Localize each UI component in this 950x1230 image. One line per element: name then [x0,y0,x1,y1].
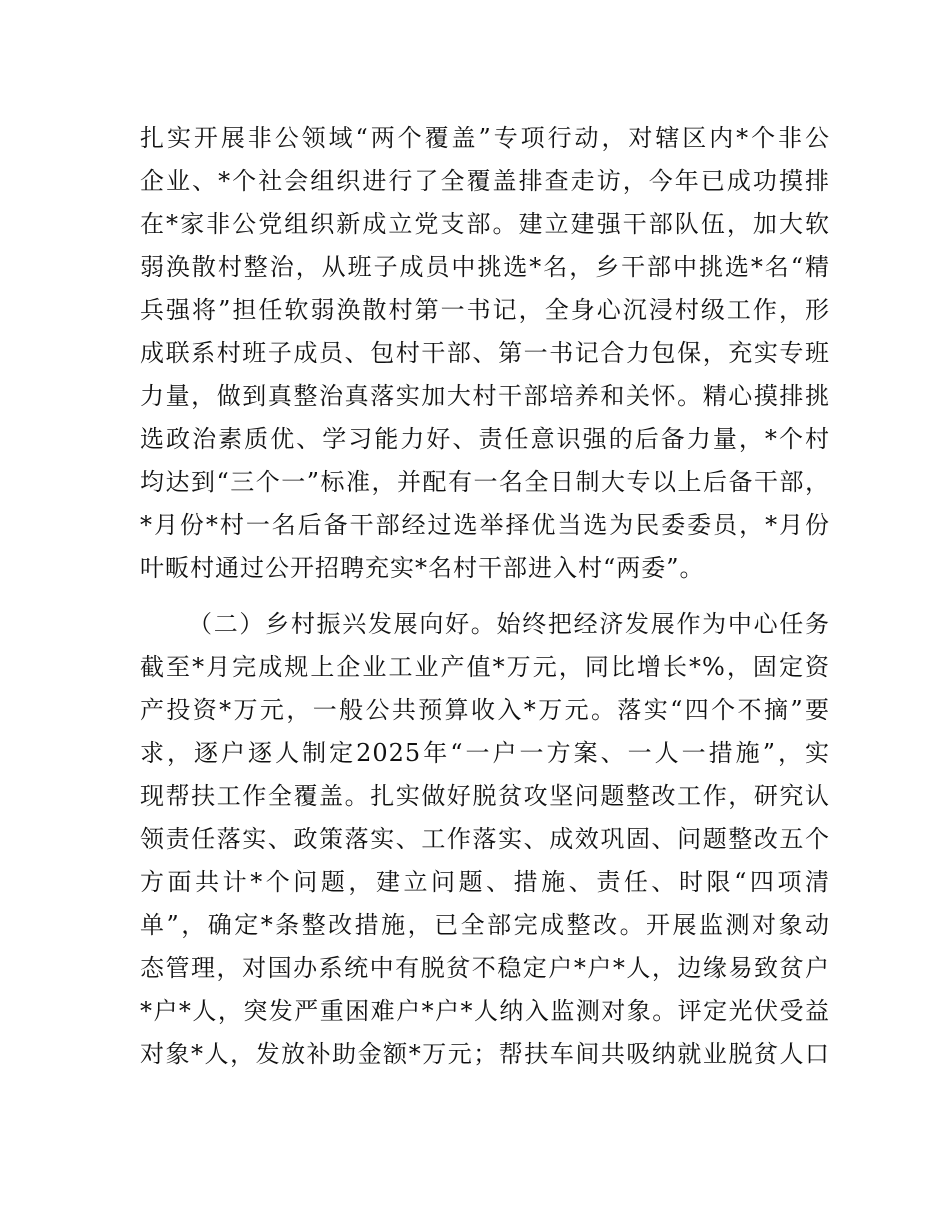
text-line: 对象*人，发放补助金额*万元；帮扶车间共吸纳就业脱贫人口 [140,1040,830,1068]
text-line: 叶畈村通过公开招聘充实*名村干部进入村“两委”。 [140,554,705,582]
text-line: *月份*村一名后备干部经过选举择优当选为民委委员，*月份 [140,511,830,539]
text-line: 弱涣散村整治，从班子成员中挑选*名，乡干部中挑选*名“精 [140,253,830,281]
paragraph-rural-revitalization [140,603,830,1076]
text-line: 企业、*个社会组织进行了全覆盖排查走访，今年已成功摸排 [140,167,830,195]
text-line: *户*人，突发严重困难户*户*人纳入监测对象。评定光伏受益 [140,997,830,1025]
paragraph-party-building [140,117,830,590]
section-heading-line: （二）乡村振兴发展向好。始终把经济发展作为中心任务 [188,610,830,638]
text-line: 方面共计*个问题，建立问题、措施、责任、时限“四项清 [140,868,830,896]
text-line: 在*家非公党组织新成立党支部。建立建强干部队伍，加大软 [140,210,830,238]
text-line: 均达到“三个一”标准，并配有一名全日制大专以上后备干部， [140,468,830,496]
text-line: 求，逐户逐人制定2025年“一户一方案、一人一措施”，实 [140,739,830,767]
text-line: 态管理，对国办系统中有脱贫不稳定户*户*人，边缘易致贫户 [140,954,830,982]
text-line: 现帮扶工作全覆盖。扎实做好脱贫攻坚问题整改工作，研究认 [140,782,830,810]
text-line: 力量，做到真整治真落实加大村干部培养和关怀。精心摸排挑 [140,382,830,410]
text-line: 成联系村班子成员、包村干部、第一书记合力包保，充实专班 [140,339,830,367]
text-line: 领责任落实、政策落实、工作落实、成效巩固、问题整改五个 [140,825,830,853]
text-line: 选政治素质优、学习能力好、责任意识强的后备力量，*个村 [140,425,830,453]
text-line: 单”，确定*条整改措施，已全部完成整改。开展监测对象动 [140,911,830,939]
text-line: 截至*月完成规上企业工业产值*万元，同比增长*%，固定资 [140,653,830,681]
text-line: 兵强将”担任软弱涣散村第一书记，全身心沉浸村级工作，形 [140,296,830,324]
text-line: 产投资*万元，一般公共预算收入*万元。落实“四个不摘”要 [140,696,830,724]
text-line: 扎实开展非公领域“两个覆盖”专项行动，对辖区内*个非公 [140,124,830,152]
